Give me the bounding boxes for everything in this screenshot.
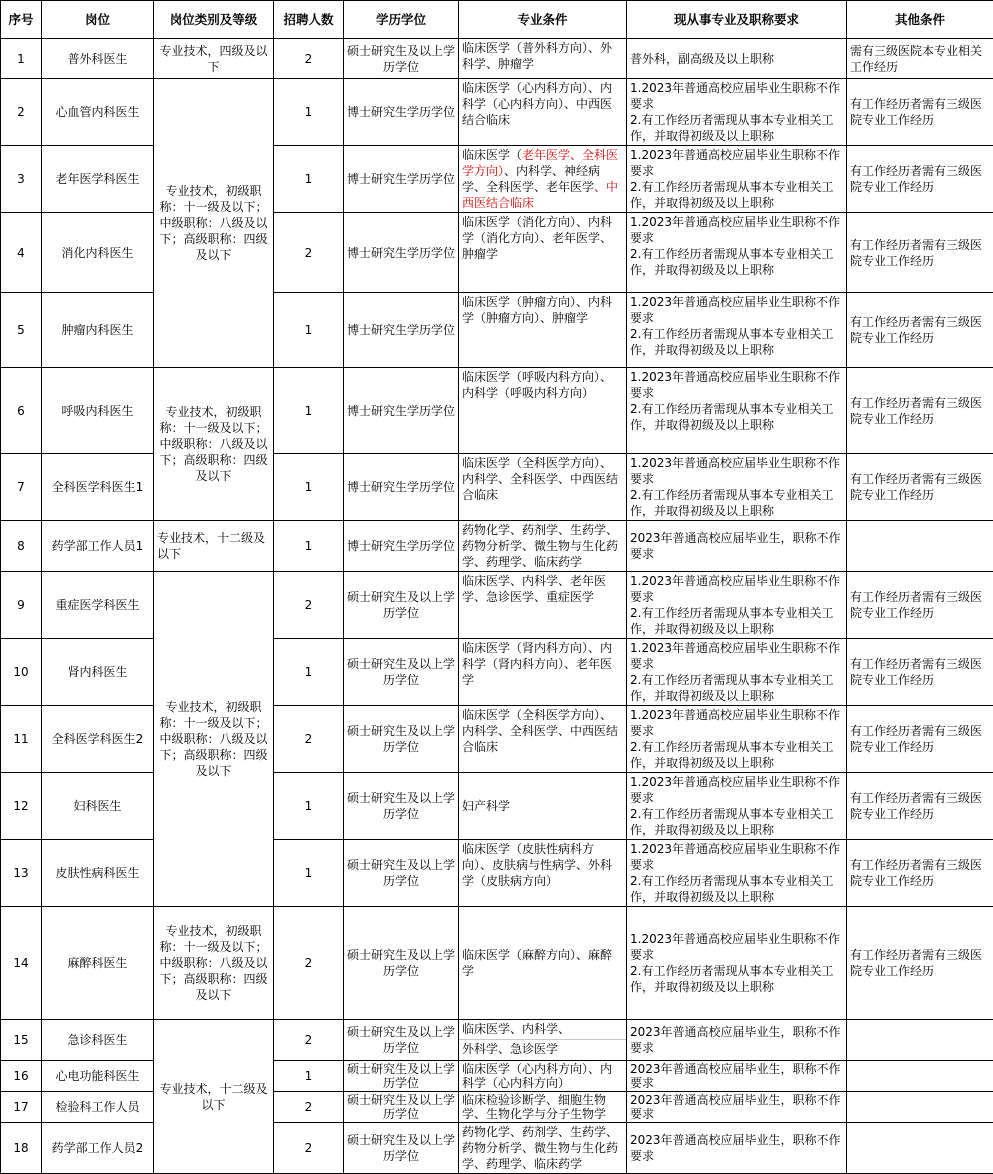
cell-seq: 16 <box>1 1061 42 1092</box>
cell-seq: 5 <box>1 293 42 368</box>
cell-major: 临床医学（肿瘤方向）、内科学（肿瘤方向）、肿瘤学 <box>459 293 627 368</box>
cell-other: 有工作经历者需有三级医院专业工作经历 <box>847 706 993 773</box>
cell-seq: 10 <box>1 639 42 706</box>
header-row <box>1 1 993 39</box>
table-row <box>1 454 993 521</box>
cell-current: 1.2023年普通高校应届毕业生职称不作要求 2.有工作经历者需现从事本专业相关工作，并取得初级及以上职称 <box>627 293 847 368</box>
cell-seq: 3 <box>1 146 42 213</box>
cell-other: 有工作经历者需有三级医院专业工作经历 <box>847 572 993 639</box>
cell-current: 普外科，副高级及以上职称 <box>627 39 847 79</box>
cell-count: 2 <box>274 1092 344 1123</box>
cell-current: 1.2023年普通高校应届毕业生职称不作要求 2.有工作经历者需现从事本专业相关工作，并取得初级及以上职称 <box>627 840 847 907</box>
cell-degree: 硕士研究生及以上学历学位 <box>344 39 459 79</box>
cell-seq: 7 <box>1 454 42 521</box>
cell-current: 2023年普通高校应届毕业生，职称不作要求 <box>627 1020 847 1061</box>
cell-major: 临床医学（呼吸内科方向）、内科学（呼吸内科方向） <box>459 368 627 454</box>
table-row <box>1 1061 993 1092</box>
cell-current: 1.2023年普通高校应届毕业生职称不作要求 2.有工作经历者需现从事本专业相关工作，并取得初级及以上职称 <box>627 368 847 454</box>
cell-seq: 4 <box>1 213 42 293</box>
header-major: 专业条件 <box>459 1 627 39</box>
table-row <box>1 840 993 907</box>
cell-post: 急诊科医生 <box>42 1020 154 1061</box>
cell-count: 2 <box>274 1020 344 1061</box>
cell-major: 临床医学（皮肤性病科方向）、皮肤病与性病学、外科学（皮肤病方向） <box>459 840 627 907</box>
table-row <box>1 213 993 293</box>
cell-major: 临床医学（全科医学方向）、内科学、全科医学、中西医结合临床 <box>459 706 627 773</box>
cell-degree: 博士研究生学历学位 <box>344 293 459 368</box>
cell-degree: 硕士研究生及以上学历学位 <box>344 1061 459 1092</box>
cell-category-merged: 专业技术，十二级及以下 <box>154 1020 274 1174</box>
cell-degree: 博士研究生学历学位 <box>344 454 459 521</box>
table-row <box>1 639 993 706</box>
cell-post: 全科医学科医生1 <box>42 454 154 521</box>
cell-other <box>847 521 993 572</box>
cell-other <box>847 1020 993 1061</box>
cell-post: 消化内科医生 <box>42 213 154 293</box>
cell-count: 2 <box>274 1123 344 1174</box>
cell-category: 专业技术，十二级及以下 <box>154 521 274 572</box>
cell-other: 有工作经历者需有三级医院专业工作经历 <box>847 213 993 293</box>
cell-post: 肾内科医生 <box>42 639 154 706</box>
header-other: 其他条件 <box>847 1 993 39</box>
cell-degree: 硕士研究生及以上学历学位 <box>344 706 459 773</box>
major-highlight: 、中西医结合临床 <box>462 180 618 210</box>
cell-major: 临床医学（肾内科方向）、内科学（肾内科方向）、老年医学 <box>459 639 627 706</box>
cell-category-merged: 专业技术，初级职称：十一级及以下；中级职称：八级及以下；高级职称：四级及以下 <box>154 79 274 368</box>
cell-seq: 8 <box>1 521 42 572</box>
cell-post: 麻醉科医生 <box>42 907 154 1020</box>
table-row <box>1 39 993 79</box>
cell-current: 1.2023年普通高校应届毕业生职称不作要求 2.有工作经历者需现从事本专业相关工作，并取得初级及以上职称 <box>627 146 847 213</box>
cell-current: 1.2023年普通高校应届毕业生职称不作要求 2.有工作经历者需现从事本专业相关工作，并取得初级及以上职称 <box>627 213 847 293</box>
cell-post: 检验科工作人员 <box>42 1092 154 1123</box>
cell-current: 1.2023年普通高校应届毕业生职称不作要求 2.有工作经历者需现从事本专业相关工作，并取得初级及以上职称 <box>627 773 847 840</box>
cell-other: 需有三级医院本专业相关工作经历 <box>847 39 993 79</box>
cell-major <box>459 1020 627 1061</box>
cell-post: 妇科医生 <box>42 773 154 840</box>
header-seq: 序号 <box>1 1 42 39</box>
cell-major: 临床医学（消化方向）、内科学（消化方向）、老年医学、肿瘤学 <box>459 213 627 293</box>
cell-other <box>847 1092 993 1123</box>
cell-count: 1 <box>274 368 344 454</box>
cell-degree: 博士研究生学历学位 <box>344 213 459 293</box>
cell-current: 1.2023年普通高校应届毕业生职称不作要求 2.有工作经历者需现从事本专业相关工作，并取得初级及以上职称 <box>627 706 847 773</box>
cell-count: 1 <box>274 639 344 706</box>
cell-current: 2023年普通高校应届毕业生，职称不作要求 <box>627 1092 847 1123</box>
cell-major: 药物化学、药剂学、生药学、药物分析学、微生物与生化药学、药理学、临床药学 <box>459 1123 627 1174</box>
cell-major: 临床医学（心内科方向）、内科学（心内科方向）、中西医结合临床 <box>459 79 627 146</box>
table-row <box>1 368 993 454</box>
table-row <box>1 293 993 368</box>
header-degree: 学历学位 <box>344 1 459 39</box>
cell-major: 临床医学、内科学、老年医学、急诊医学、重症医学 <box>459 572 627 639</box>
cell-major: 临床检验诊断学、细胞生物学、生物化学与分子生物学 <box>459 1092 627 1123</box>
cell-count: 1 <box>274 840 344 907</box>
header-post: 岗位 <box>42 1 154 39</box>
cell-degree: 博士研究生学历学位 <box>344 368 459 454</box>
cell-other: 有工作经历者需有三级医院专业工作经历 <box>847 840 993 907</box>
cell-degree: 博士研究生学历学位 <box>344 146 459 213</box>
cell-other: 有工作经历者需有三级医院专业工作经历 <box>847 639 993 706</box>
table-row <box>1 773 993 840</box>
table-row <box>1 907 993 1020</box>
cell-post: 呼吸内科医生 <box>42 368 154 454</box>
cell-count: 2 <box>274 572 344 639</box>
cell-seq: 2 <box>1 79 42 146</box>
cell-major: 药物化学、药剂学、生药学、药物分析学、微生物与生化药学、药理学、临床药学 <box>459 521 627 572</box>
cell-degree: 硕士研究生及以上学历学位 <box>344 572 459 639</box>
header-category: 岗位类别及等级 <box>154 1 274 39</box>
cell-count: 1 <box>274 773 344 840</box>
cell-post: 药学部工作人员1 <box>42 521 154 572</box>
major-highlight: 老年医学、全科医学方向） <box>462 148 618 178</box>
cell-major: 妇产科学 <box>459 773 627 840</box>
cell-count: 2 <box>274 907 344 1020</box>
cell-post: 皮肤性病科医生 <box>42 840 154 907</box>
cell-count: 1 <box>274 454 344 521</box>
cell-seq: 11 <box>1 706 42 773</box>
cell-post: 心电功能科医生 <box>42 1061 154 1092</box>
major-line: 外科学、急诊医学 <box>459 1040 626 1058</box>
header-count: 招聘人数 <box>274 1 344 39</box>
cell-current: 2023年普通高校应届毕业生，职称不作要求 <box>627 1123 847 1174</box>
cell-seq: 6 <box>1 368 42 454</box>
cell-major: 临床医学（全科医学方向）、内科学、全科医学、中西医结合临床 <box>459 454 627 521</box>
cell-seq: 12 <box>1 773 42 840</box>
cell-current: 1.2023年普通高校应届毕业生职称不作要求 2.有工作经历者需现从事本专业相关工作，并取得初级及以上职称 <box>627 572 847 639</box>
cell-other: 有工作经历者需有三级医院专业工作经历 <box>847 368 993 454</box>
cell-degree: 博士研究生学历学位 <box>344 521 459 572</box>
cell-other: 有工作经历者需有三级医院专业工作经历 <box>847 79 993 146</box>
cell-other: 有工作经历者需有三级医院专业工作经历 <box>847 293 993 368</box>
cell-current: 1.2023年普通高校应届毕业生职称不作要求 2.有工作经历者需现从事本专业相关工作，并取得初级及以上职称 <box>627 454 847 521</box>
table-row <box>1 1020 993 1061</box>
cell-count: 1 <box>274 146 344 213</box>
table-row <box>1 572 993 639</box>
cell-seq: 13 <box>1 840 42 907</box>
cell-post: 药学部工作人员2 <box>42 1123 154 1174</box>
cell-degree: 硕士研究生及以上学历学位 <box>344 773 459 840</box>
cell-current: 2023年普通高校应届毕业生，职称不作要求 <box>627 1061 847 1092</box>
cell-other <box>847 1061 993 1092</box>
cell-degree: 硕士研究生及以上学历学位 <box>344 840 459 907</box>
cell-post: 心血管内科医生 <box>42 79 154 146</box>
cell-other: 有工作经历者需有三级医院专业工作经历 <box>847 146 993 213</box>
cell-category: 专业技术，四级及以下 <box>154 39 274 79</box>
cell-degree: 硕士研究生及以上学历学位 <box>344 907 459 1020</box>
cell-other: 有工作经历者需有三级医院专业工作经历 <box>847 907 993 1020</box>
table-row <box>1 146 993 213</box>
cell-category-merged: 专业技术，初级职称：十一级及以下；中级职称：八级及以下；高级职称：四级及以下 <box>154 368 274 521</box>
cell-seq: 9 <box>1 572 42 639</box>
cell-degree: 博士研究生学历学位 <box>344 79 459 146</box>
cell-count: 2 <box>274 706 344 773</box>
table-row <box>1 1092 993 1123</box>
cell-degree: 硕士研究生及以上学历学位 <box>344 1020 459 1061</box>
cell-other: 有工作经历者需有三级医院专业工作经历 <box>847 454 993 521</box>
cell-degree: 硕士研究生及以上学历学位 <box>344 1123 459 1174</box>
cell-seq: 14 <box>1 907 42 1020</box>
cell-count: 1 <box>274 293 344 368</box>
cell-seq: 15 <box>1 1020 42 1061</box>
cell-post: 肿瘤内科医生 <box>42 293 154 368</box>
cell-seq: 17 <box>1 1092 42 1123</box>
cell-post: 重症医学科医生 <box>42 572 154 639</box>
cell-current: 1.2023年普通高校应届毕业生职称不作要求 2.有工作经历者需现从事本专业相关工作，并取得初级及以上职称 <box>627 79 847 146</box>
cell-other <box>847 1123 993 1174</box>
cell-post: 全科医学科医生2 <box>42 706 154 773</box>
table-row <box>1 1123 993 1174</box>
cell-post: 普外科医生 <box>42 39 154 79</box>
cell-major <box>459 146 627 213</box>
cell-current: 1.2023年普通高校应届毕业生职称不作要求 2.有工作经历者需现从事本专业相关工作，并取得初级及以上职称 <box>627 639 847 706</box>
table-row <box>1 79 993 146</box>
cell-count: 1 <box>274 79 344 146</box>
header-current: 现从事专业及职称要求 <box>627 1 847 39</box>
table-row <box>1 706 993 773</box>
major-part: 临床医学（ <box>462 148 522 162</box>
cell-major: 临床医学（普外科方向）、外科学、肿瘤学 <box>459 39 627 79</box>
cell-post: 老年医学科医生 <box>42 146 154 213</box>
cell-seq: 18 <box>1 1123 42 1174</box>
cell-degree: 硕士研究生及以上学历学位 <box>344 1092 459 1123</box>
major-line: 临床医学、内科学、 <box>459 1020 626 1040</box>
cell-current: 1.2023年普通高校应届毕业生职称不作要求 2.有工作经历者需现从事本专业相关工作，并取得初级及以上职称 <box>627 907 847 1020</box>
cell-seq: 1 <box>1 39 42 79</box>
cell-major: 临床医学（麻醉方向）、麻醉学 <box>459 907 627 1020</box>
cell-current: 2023年普通高校应届毕业生，职称不作要求 <box>627 521 847 572</box>
cell-count: 1 <box>274 1061 344 1092</box>
cell-other: 有工作经历者需有三级医院专业工作经历 <box>847 773 993 840</box>
major-part: 、内科学、神经病学、全科医学、老年医学 <box>462 164 600 194</box>
cell-degree: 硕士研究生及以上学历学位 <box>344 639 459 706</box>
cell-count: 2 <box>274 39 344 79</box>
cell-category: 专业技术，初级职称：十一级及以下；中级职称：八级及以下；高级职称：四级及以下 <box>154 907 274 1020</box>
cell-major: 临床医学（心内科方向）、内科学（心内科方向） <box>459 1061 627 1092</box>
cell-category-merged: 专业技术，初级职称：十一级及以下；中级职称：八级及以下；高级职称：四级及以下 <box>154 572 274 907</box>
table-row <box>1 521 993 572</box>
cell-count: 2 <box>274 213 344 293</box>
cell-count: 1 <box>274 521 344 572</box>
